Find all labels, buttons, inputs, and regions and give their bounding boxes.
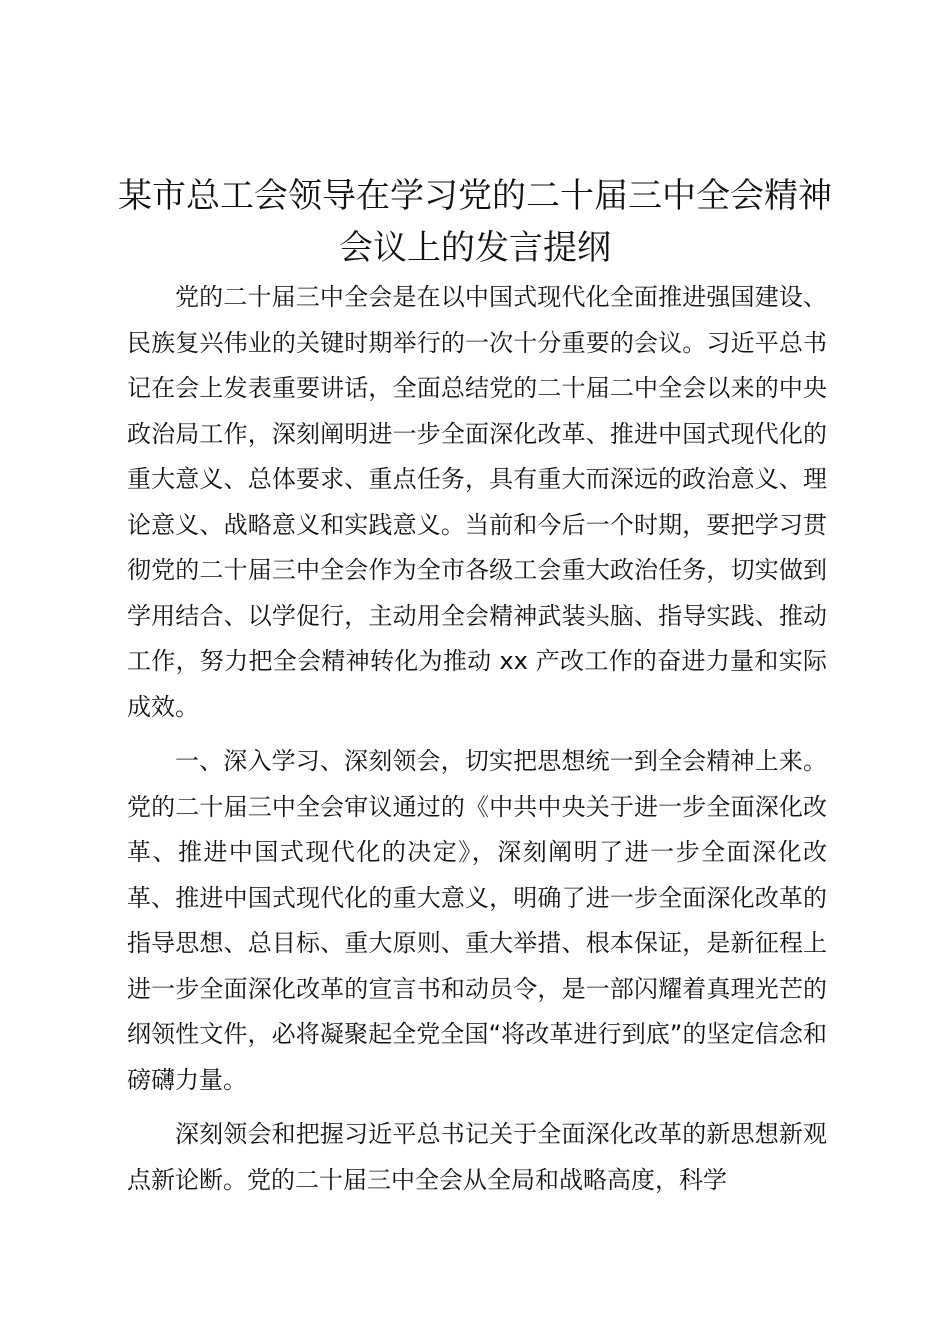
- document-body: [127, 275, 827, 1203]
- paragraph-deep-understanding: 深刻领会和把握习近平总书记关于全面深化改革的新思想新观点新论断。党的二十届三中全会从全局和战略高度，科学: [127, 1120, 827, 1194]
- paragraph-section-one: 一、深入学习、深刻领会，切实把思想统一到全会精神上来。党的二十届三中全会审议通过的《中共中央关于进一步全面深化改革、推进中国式现代化的决定》，深刻阐明了进一步全面深化改革、推进中国式现代化的重大意义，明确了进一步全面深化改革的指导思想、总目标、重大原则、重大举措、根本保证，是新征程上进一步全面深化改革的宣言书和动员令，是一部闪耀着真理光芒的纲领性文件，必将凝聚起全党全国“将改革进行到底”的坚定信念和磅礴力量。: [127, 747, 827, 1094]
- paragraph-intro: 党的二十届三中全会是在以中国式现代化全面推进强国建设、民族复兴伟业的关键时期举行的一次十分重要的会议。习近平总书记在会上发表重要讲话，全面总结党的二十届二中全会以来的中央政治局工作，深刻阐明进一步全面深化改革、推进中国式现代化的重大意义、总体要求、重点任务，具有重大而深远的政治意义、理论意义、战略意义和实践意义。当前和今后一个时期，要把学习贯彻党的二十届三中全会作为全市各级工会重大政治任务，切实做到学用结合、以学促行，主动用全会精神武装头脑、指导实践、推动工作，努力把全会精神转化为推动 xx 产改工作的奋进力量和实际成效。: [127, 283, 827, 721]
- document-title: 某市总工会领导在学习党的二十届三中全会精神会议上的发言提纲: [118, 176, 832, 268]
